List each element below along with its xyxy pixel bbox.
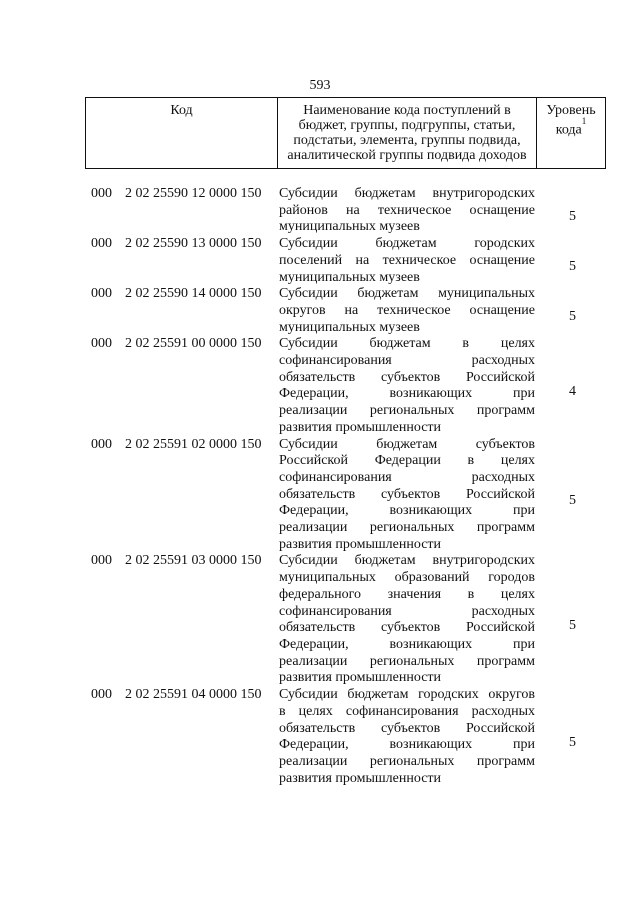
revenue-name bbox=[279, 553, 535, 687]
revenue-code: 2 02 25590 12 0000 150 bbox=[125, 186, 262, 201]
revenue-code: 2 02 25590 13 0000 150 bbox=[125, 236, 262, 252]
revenue-name-line: софинансирования расходных bbox=[279, 353, 535, 369]
table-row bbox=[85, 336, 606, 436]
page-number: 593 bbox=[309, 78, 331, 93]
header-name-line: Наименование кода поступлений в bbox=[303, 103, 511, 118]
table-header bbox=[85, 97, 606, 169]
revenue-name-line: софинансирования расходных bbox=[279, 603, 535, 619]
header-level-text: кода bbox=[555, 122, 582, 138]
table-row bbox=[85, 186, 606, 236]
revenue-code: 2 02 25591 00 0000 150 bbox=[125, 336, 262, 352]
revenue-name-line: муниципальных образований городов bbox=[279, 570, 535, 586]
revenue-name-line: поселений на техническое оснащение bbox=[279, 252, 535, 268]
revenue-code: 2 02 25591 02 0000 150 bbox=[125, 436, 262, 452]
revenue-name bbox=[279, 236, 535, 286]
revenue-name-line: развития промышленности bbox=[279, 536, 442, 552]
revenue-name-line: развития промышленности bbox=[279, 770, 442, 786]
revenue-name-line: реализации региональных программ bbox=[279, 753, 535, 769]
revenue-code: 2 02 25591 04 0000 150 bbox=[125, 687, 262, 703]
footnote-marker: 1 bbox=[581, 116, 587, 126]
header-name-line: бюджет, группы, подгруппы, статьи, bbox=[298, 118, 516, 133]
code-level: 4 bbox=[569, 384, 576, 400]
revenue-name-line: Федерации, возникающих при bbox=[279, 386, 535, 402]
revenue-name-line: муниципальных музеев bbox=[279, 269, 420, 285]
revenue-name-line: обязательств субъектов Российской bbox=[279, 369, 535, 385]
revenue-name bbox=[279, 286, 535, 336]
admin-code: 000 bbox=[91, 336, 112, 352]
revenue-name-line: муниципальных музеев bbox=[279, 219, 420, 235]
revenue-name-line: софинансирования расходных bbox=[279, 469, 535, 485]
revenue-name-line: развития промышленности bbox=[279, 419, 442, 435]
code-level: 5 bbox=[569, 618, 576, 634]
table-row bbox=[85, 687, 606, 787]
revenue-code: 2 02 25590 14 0000 150 bbox=[125, 286, 262, 302]
table-body bbox=[85, 186, 606, 787]
header-code: Код bbox=[86, 98, 278, 168]
revenue-name-line: реализации региональных программ bbox=[279, 403, 535, 419]
admin-code: 000 bbox=[91, 286, 112, 302]
revenue-name-line: Субсидии бюджетам внутригородских bbox=[279, 553, 535, 569]
revenue-name-line: реализации региональных программ bbox=[279, 653, 535, 669]
admin-code: 000 bbox=[91, 436, 112, 452]
revenue-name-line: Российской Федерации в целях bbox=[279, 453, 535, 469]
revenue-name-line: Субсидии бюджетам субъектов bbox=[279, 436, 535, 452]
table-row bbox=[85, 236, 606, 286]
code-level: 5 bbox=[569, 309, 576, 325]
revenue-name-line: муниципальных музеев bbox=[279, 319, 420, 335]
revenue-name-line: реализации региональных программ bbox=[279, 520, 535, 536]
revenue-name-line: Субсидии бюджетам городских округов bbox=[279, 687, 535, 703]
revenue-name-line: Субсидии бюджетам городских bbox=[279, 236, 535, 252]
revenue-name bbox=[279, 186, 535, 236]
revenue-name-line: Федерации, возникающих при bbox=[279, 503, 535, 519]
revenue-code: 2 02 25591 03 0000 150 bbox=[125, 553, 262, 569]
revenue-name bbox=[279, 437, 535, 554]
revenue-name bbox=[279, 687, 535, 787]
code-level: 5 bbox=[569, 209, 576, 225]
revenue-name-line: Федерации, возникающих при bbox=[279, 737, 535, 753]
revenue-name-line: обязательств субъектов Российской bbox=[279, 720, 535, 736]
code-level: 5 bbox=[569, 735, 576, 751]
revenue-name-line: обязательств субъектов Российской bbox=[279, 486, 535, 502]
admin-code: 000 bbox=[91, 553, 112, 569]
revenue-name-line: в целях софинансирования расходных bbox=[279, 703, 535, 719]
revenue-name-line: округов на техническое оснащение bbox=[279, 302, 535, 318]
header-level-line: Уровень bbox=[546, 103, 596, 118]
revenue-name-line: районов на техническое оснащение bbox=[279, 202, 535, 218]
header-name bbox=[278, 98, 537, 168]
admin-code: 000 bbox=[91, 186, 112, 201]
revenue-name bbox=[279, 336, 535, 436]
revenue-name-line: Субсидии бюджетам муниципальных bbox=[279, 286, 535, 302]
code-level: 5 bbox=[569, 492, 576, 508]
revenue-name-line: Субсидии бюджетам внутригородских bbox=[279, 186, 535, 201]
table-row bbox=[85, 286, 606, 336]
header-level bbox=[537, 98, 605, 168]
revenue-name-line: развития промышленности bbox=[279, 670, 442, 686]
table-row bbox=[85, 553, 606, 687]
header-name-line: аналитической группы подвида доходов bbox=[287, 148, 527, 163]
header-level-line bbox=[537, 118, 605, 138]
revenue-name-line: Субсидии бюджетам в целях bbox=[279, 336, 535, 352]
revenue-name-line: федерального значения в целях bbox=[279, 586, 535, 602]
table-row bbox=[85, 437, 606, 554]
admin-code: 000 bbox=[91, 687, 112, 703]
code-level: 5 bbox=[569, 259, 576, 275]
admin-code: 000 bbox=[91, 236, 112, 252]
header-name-line: подстатьи, элемента, группы подвида, bbox=[293, 133, 521, 148]
revenue-name-line: обязательств субъектов Российской bbox=[279, 620, 535, 636]
revenue-name-line: Федерации, возникающих при bbox=[279, 636, 535, 652]
